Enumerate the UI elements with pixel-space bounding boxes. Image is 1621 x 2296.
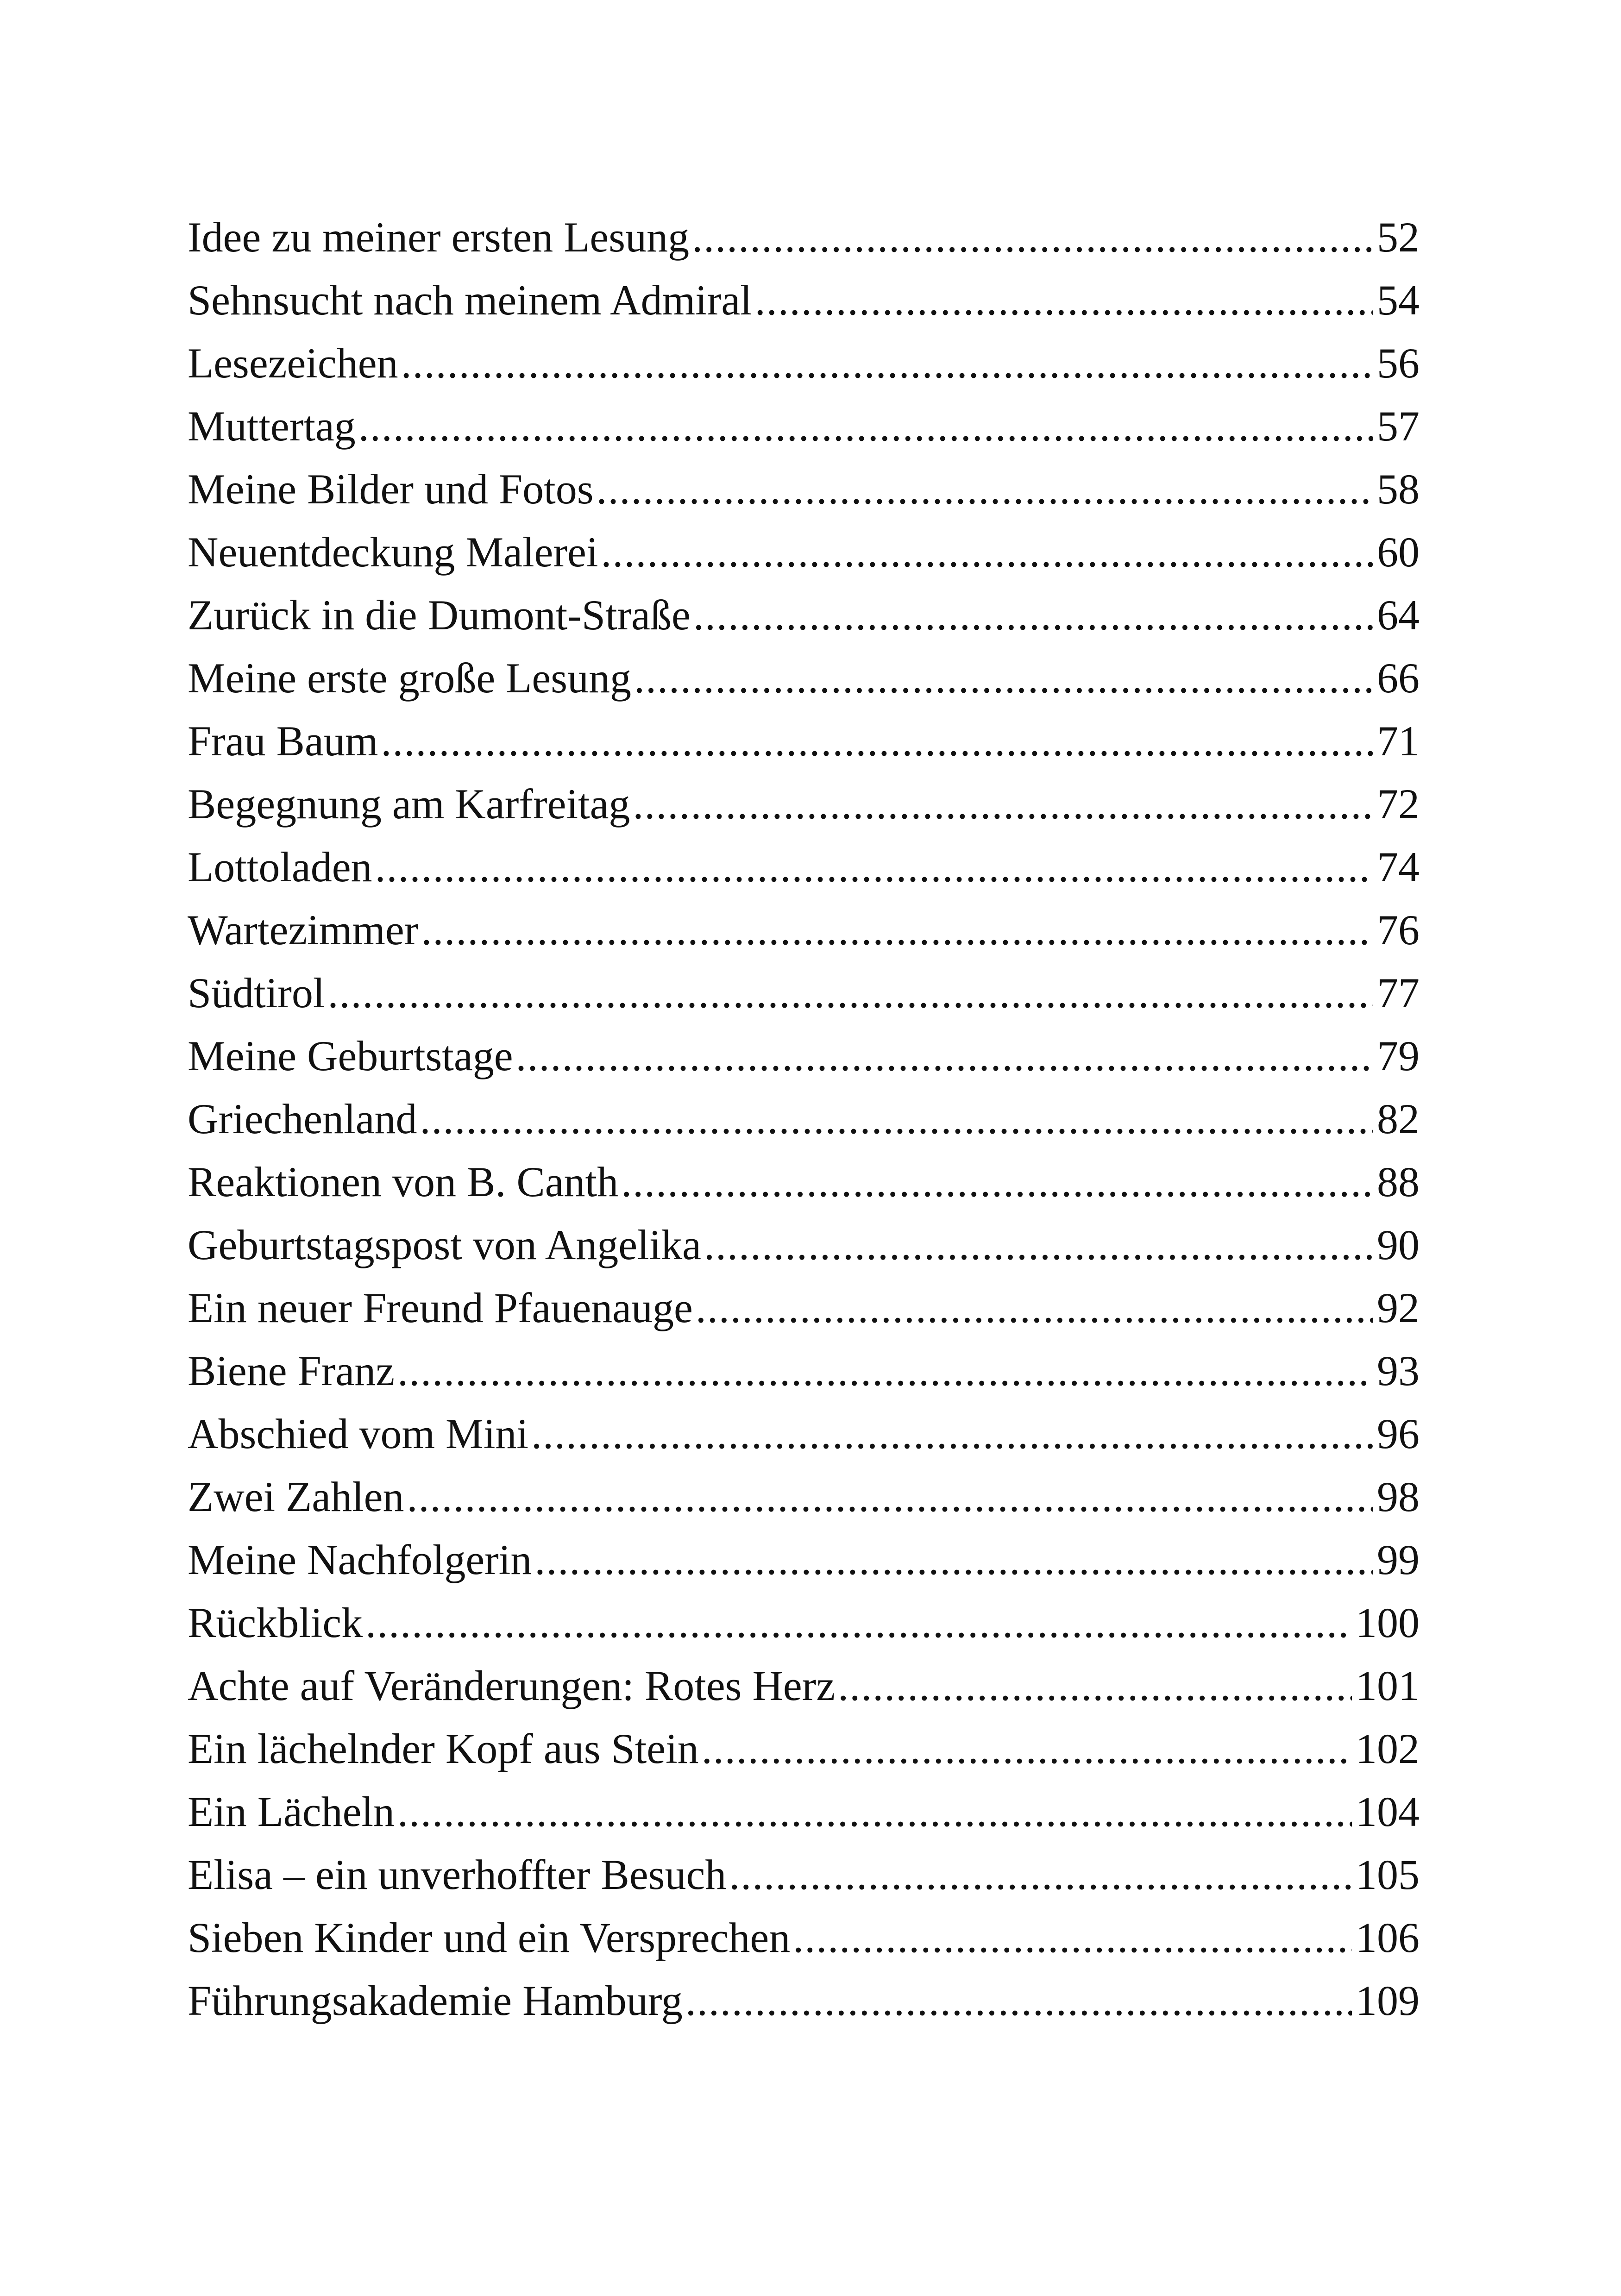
toc-entry [188,1087,1420,1150]
dot-leader [633,772,1373,835]
dot-leader [685,1969,1352,2032]
toc-entry-title: Geburtstagspost von Angelika [188,1221,701,1268]
toc-entry-page: 90 [1377,1221,1420,1268]
toc-entry [188,332,1420,395]
toc-entry-page: 106 [1356,1914,1420,1961]
toc-entry [188,1780,1420,1843]
toc-entry-title: Meine Bilder und Fotos [188,465,594,513]
toc-entry-title: Rückblick [188,1599,363,1646]
toc-entry-title: Meine erste große Lesung [188,654,632,702]
toc-entry-page: 82 [1377,1095,1420,1142]
toc-entry-page: 109 [1356,1977,1420,2024]
dot-leader [755,269,1373,332]
toc-entry-title: Griechenland [188,1095,417,1142]
toc-entry-page: 101 [1356,1662,1420,1709]
toc-entry-page: 93 [1377,1347,1420,1394]
toc-entry [188,206,1420,269]
toc-entry-page: 98 [1377,1473,1420,1520]
dot-leader [621,1150,1373,1213]
toc-entry-title: Südtirol [188,969,325,1016]
toc-entry-page: 100 [1356,1599,1420,1646]
dot-leader [516,1024,1373,1087]
toc-entry [188,1339,1420,1402]
toc-entry [188,1402,1420,1465]
toc-entry-page: 104 [1356,1788,1420,1835]
toc-entry-page: 74 [1377,843,1420,891]
toc-entry [188,1465,1420,1528]
toc-entry-title: Ein neuer Freund Pfauenauge [188,1284,693,1331]
toc-entry-title: Führungsakademie Hamburg [188,1977,683,2024]
toc-entry-title: Meine Geburtstage [188,1032,513,1079]
toc-entry-title: Muttertag [188,402,356,450]
toc-entry [188,1024,1420,1087]
toc-entry-page: 99 [1377,1536,1420,1583]
toc-entry-page: 58 [1377,465,1420,513]
dot-leader [702,1717,1352,1780]
toc-entry [188,961,1420,1024]
toc-entry [188,1717,1420,1780]
toc-entry-page: 71 [1377,717,1420,765]
toc-entry [188,1528,1420,1591]
dot-leader [693,583,1373,646]
toc-entry-title: Zurück in die Dumont-Straße [188,591,691,639]
toc-entry-title: Idee zu meiner ersten Lesung [188,213,690,261]
toc-entry-page: 66 [1377,654,1420,702]
toc-entry-page: 105 [1356,1851,1420,1898]
toc-entry-title: Lottoladen [188,843,372,891]
dot-leader [358,395,1373,458]
dot-leader [729,1843,1352,1906]
toc-entry-title: Ein lächelnder Kopf aus Stein [188,1725,699,1772]
dot-leader [365,1591,1352,1654]
dot-leader [397,1339,1373,1402]
dot-leader [420,1087,1373,1150]
toc-entry-page: 60 [1377,528,1420,576]
toc-entry-title: Meine Nachfolgerin [188,1536,532,1583]
dot-leader [531,1402,1373,1465]
toc-entry [188,1969,1420,2032]
toc-entry [188,1843,1420,1906]
toc-entry-title: Elisa – ein unverhoffter Besuch [188,1851,727,1898]
toc-entry-page: 102 [1356,1725,1420,1772]
dot-leader [601,521,1373,583]
dot-leader [375,835,1373,898]
dot-leader [401,332,1373,395]
toc-entry [188,395,1420,458]
toc-entry [188,772,1420,835]
toc-entry-title: Sehnsucht nach meinem Admiral [188,276,752,324]
toc-entry-title: Sieben Kinder und ein Versprechen [188,1914,791,1961]
toc-entry-page: 56 [1377,339,1420,387]
toc-entry [188,835,1420,898]
dot-leader [634,646,1373,709]
dot-leader [692,206,1373,269]
dot-leader [407,1465,1373,1528]
toc-entry-page: 77 [1377,969,1420,1016]
dot-leader [597,458,1373,521]
toc-entry-page: 92 [1377,1284,1420,1331]
toc-entry-page: 57 [1377,402,1420,450]
toc-entry-page: 88 [1377,1158,1420,1205]
toc-entry-page: 72 [1377,780,1420,828]
toc-entry [188,1213,1420,1276]
toc-entry-title: Ein Lächeln [188,1788,395,1835]
dot-leader [704,1213,1373,1276]
toc-entry-page: 64 [1377,591,1420,639]
toc-entry-title: Biene Franz [188,1347,395,1394]
toc-entry [188,1906,1420,1969]
toc-entry-title: Abschied vom Mini [188,1410,528,1457]
toc-entry [188,458,1420,521]
toc-entry-title: Lesezeichen [188,339,398,387]
dot-leader [696,1276,1373,1339]
dot-leader [381,709,1373,772]
toc-entry-page: 54 [1377,276,1420,324]
dot-leader [397,1780,1352,1843]
dot-leader [534,1528,1373,1591]
toc-entry [188,1150,1420,1213]
toc-entry-title: Reaktionen von B. Canth [188,1158,619,1205]
dot-leader [327,961,1373,1024]
toc-entry-page: 79 [1377,1032,1420,1079]
toc-entry-title: Achte auf Veränderungen: Rotes Herz [188,1662,836,1709]
toc-entry-page: 76 [1377,906,1420,954]
dot-leader [838,1654,1352,1717]
dot-leader [793,1906,1352,1969]
toc-entry [188,898,1420,961]
toc-entry [188,646,1420,709]
toc-entry-page: 52 [1377,213,1420,261]
toc-entry [188,583,1420,646]
toc-entry [188,1654,1420,1717]
toc-entry [188,1276,1420,1339]
dot-leader [421,898,1373,961]
toc-entry-title: Zwei Zahlen [188,1473,404,1520]
toc-entry [188,1591,1420,1654]
toc-entry-title: Neuentdeckung Malerei [188,528,598,576]
toc-entry-title: Frau Baum [188,717,378,765]
toc-entry [188,521,1420,583]
toc-entry-title: Begegnung am Karfreitag [188,780,630,828]
toc-entry-page: 96 [1377,1410,1420,1457]
toc-entry [188,709,1420,772]
table-of-contents [188,206,1420,2032]
toc-entry [188,269,1420,332]
toc-entry-title: Wartezimmer [188,906,419,954]
